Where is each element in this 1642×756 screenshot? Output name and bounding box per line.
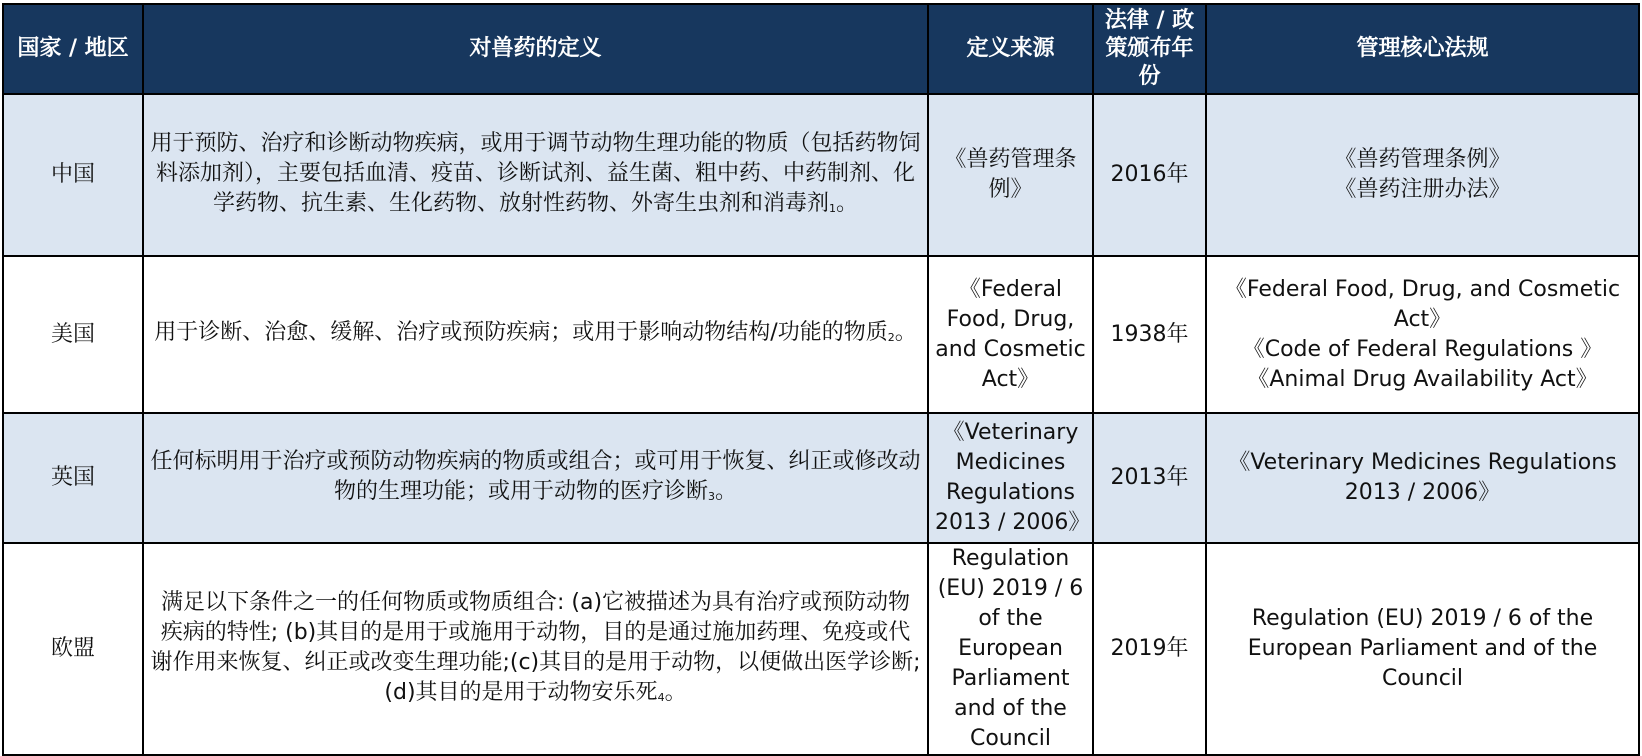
- header-definition: 对兽药的定义: [143, 4, 928, 94]
- law-item: Regulation (EU) 2019 / 6 of the European Parliament and of the Council: [1247, 606, 1598, 691]
- cell-core-laws: [1206, 256, 1639, 413]
- cell-core-laws: [1206, 413, 1639, 543]
- veterinary-drug-definition-table: [2, 3, 1640, 756]
- header-row: [3, 4, 1639, 94]
- definition-end: 。: [836, 190, 859, 216]
- cell-core-laws: [1206, 543, 1639, 755]
- cell-definition: [143, 256, 928, 413]
- cell-year: 2013年: [1093, 413, 1206, 543]
- cell-definition: [143, 543, 928, 755]
- law-item: 《Veterinary Medicines Regulations 2013 / 2006》: [1228, 450, 1617, 505]
- cell-country: 英国: [3, 413, 143, 543]
- definition-text: 任何标明用于治疗或预防动物疾病的物质或组合；或可用于恢复、纠正或修改动物的生理功能；或用于动物的医疗诊断: [150, 448, 921, 504]
- law-item: 《Federal Food, Drug, and Cosmetic Act》: [1224, 276, 1621, 332]
- footnote-marker: 3: [708, 489, 715, 503]
- cell-source: 《Veterinary Medicines Regulations 2013 / 2006》: [928, 413, 1093, 543]
- cell-year: 2016年: [1093, 94, 1206, 256]
- cell-core-laws: [1206, 94, 1639, 256]
- definition-end: 。: [715, 478, 738, 504]
- definition-end: 。: [664, 679, 687, 705]
- table-row-eu: [3, 543, 1639, 755]
- table-row-china: [3, 94, 1639, 256]
- cell-country: 欧盟: [3, 543, 143, 755]
- cell-country: 中国: [3, 94, 143, 256]
- definition-end: 。: [894, 320, 917, 345]
- header-year: 法律 / 政策颁布年份: [1093, 4, 1206, 94]
- footnote-marker: 4: [657, 690, 665, 704]
- cell-year: 2019年: [1093, 543, 1206, 755]
- header-country: 国家 / 地区: [3, 4, 143, 94]
- cell-source: 《兽药管理条例》: [928, 94, 1093, 256]
- footnote-marker: 1: [829, 201, 836, 215]
- cell-definition: [143, 413, 928, 543]
- definition-text: 满足以下条件之一的任何物质或物质组合: (a)它被描述为具有治疗或预防动物疾病的特性; (b)其目的是用于或施用于动物，目的是通过施加药理、免疫或代谢作用来恢复、纠正或改变生理功能;(c)其目的是用于动物，以便做出医学诊断;(d)其目的是用于动物安乐死: [150, 589, 921, 705]
- law-item: 《Animal Drug Availability Act》: [1247, 366, 1598, 392]
- footnote-marker: 2: [887, 331, 895, 344]
- cell-country: 美国: [3, 256, 143, 413]
- table-row-usa: [3, 256, 1639, 413]
- header-core-laws: 管理核心法规: [1206, 4, 1639, 94]
- definition-text: 用于诊断、治愈、缓解、治疗或预防疾病；或用于影响动物结构/功能的物质: [154, 320, 888, 345]
- cell-year: 1938年: [1093, 256, 1206, 413]
- law-item: 《兽药注册办法》: [1334, 177, 1511, 202]
- cell-source: Regulation (EU) 2019 / 6 of the European Parliament and of the Council: [928, 543, 1093, 755]
- law-item: 《兽药管理条例》: [1334, 147, 1511, 172]
- law-item: 《Code of Federal Regulations 》: [1242, 336, 1603, 362]
- cell-source: 《Federal Food, Drug, and Cosmetic Act》: [928, 256, 1093, 413]
- header-source: 定义来源: [928, 4, 1093, 94]
- definition-text: 用于预防、治疗和诊断动物疾病，或用于调节动物生理功能的物质（包括药物饲料添加剂），主要包括血清、疫苗、诊断试剂、益生菌、粗中药、中药制剂、化学药物、抗生素、生化药物、放射性药物、外寄生虫剂和消毒剂: [150, 130, 921, 216]
- table-row-uk: [3, 413, 1639, 543]
- cell-definition: [143, 94, 928, 256]
